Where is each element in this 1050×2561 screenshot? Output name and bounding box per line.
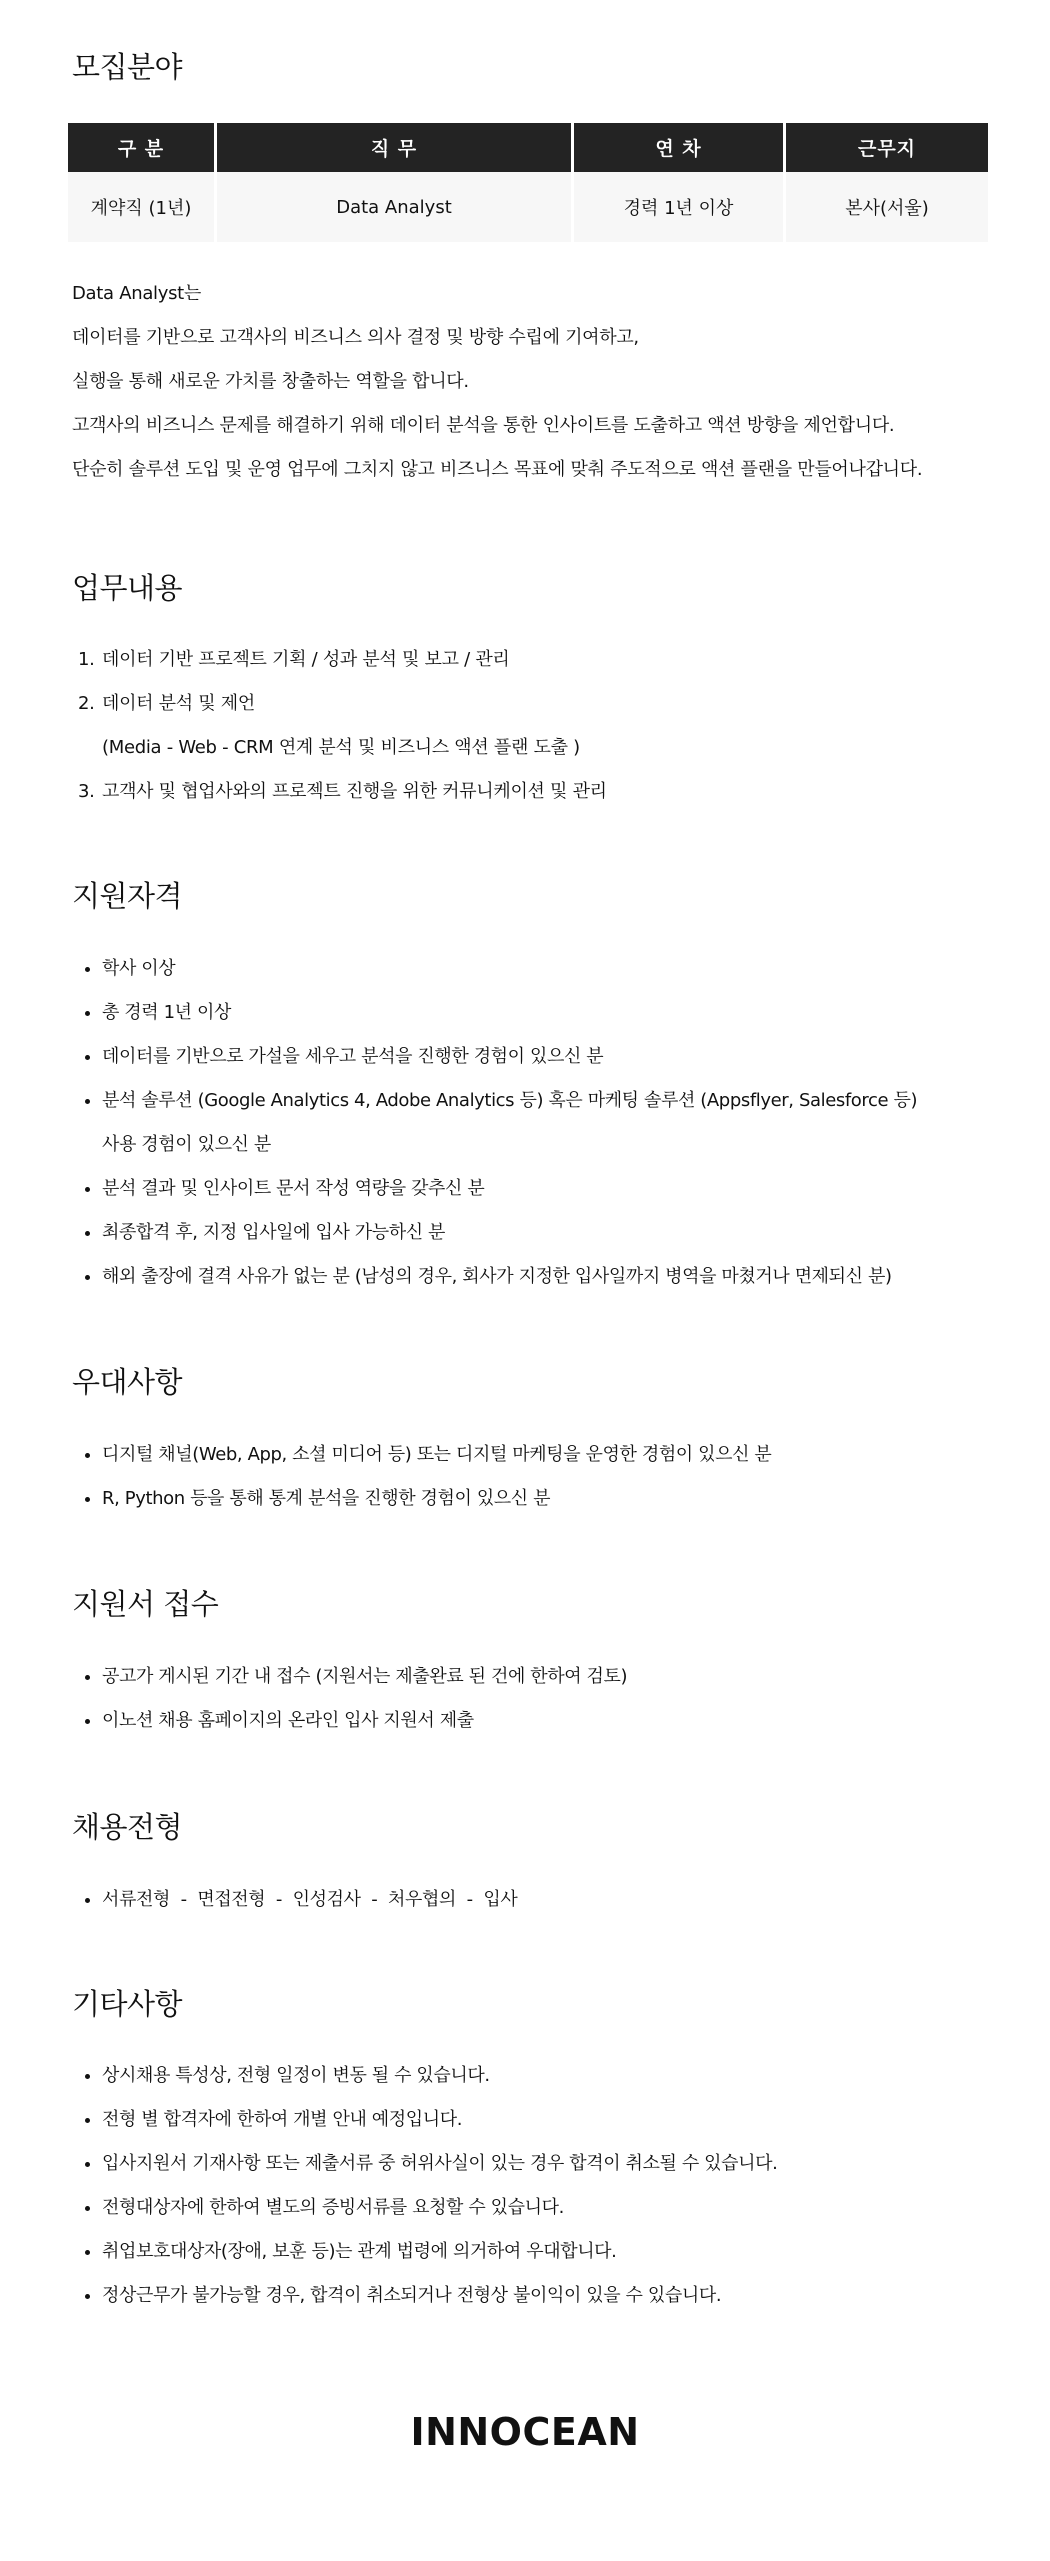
list-item bbox=[72, 991, 1032, 1035]
list-text: 고객사 및 협업사와의 프로젝트 진행을 위한 커뮤니케이션 및 관리 bbox=[102, 781, 607, 802]
list-number: 1. bbox=[78, 649, 95, 670]
bullet-icon bbox=[85, 1898, 90, 1903]
list-text: 분석 결과 및 인사이트 문서 작성 역량을 갖추신 분 bbox=[102, 1178, 485, 1199]
list-item bbox=[72, 1655, 1032, 1699]
duties-list bbox=[72, 638, 1012, 814]
list-text: 분석 솔루션 (Google Analytics 4, Adobe Analytics 등) 혹은 마케팅 솔루션 (Appsflyer, Salesforce 등) bbox=[102, 1090, 918, 1111]
list-number: 3. bbox=[78, 781, 95, 802]
list-subtext: (Media - Web - CRM 연계 분석 및 비즈니스 액션 플랜 도출 ) bbox=[102, 737, 580, 758]
list-item bbox=[72, 638, 1012, 682]
section-title-etc: 기타사항 bbox=[72, 1987, 183, 2021]
intro-line: 고객사의 비즈니스 문제를 해결하기 위해 데이터 분석을 통한 인사이트를 도출하고 액션 방향을 제언합니다. bbox=[72, 415, 895, 436]
table-header-type: 구 분 bbox=[68, 123, 214, 172]
list-item bbox=[72, 1167, 1032, 1211]
innocean-logo: INNOCEAN bbox=[410, 2410, 640, 2454]
list-text: 상시채용 특성상, 전형 일정이 변동 될 수 있습니다. bbox=[102, 2065, 490, 2086]
list-item bbox=[72, 770, 1012, 814]
list-text: 전형 별 합격자에 한하여 개별 안내 예정입니다. bbox=[102, 2109, 463, 2130]
bullet-icon bbox=[85, 1497, 90, 1502]
table-cell-job: Data Analyst bbox=[217, 172, 571, 242]
list-item bbox=[72, 1477, 1032, 1521]
list-item bbox=[72, 2230, 1032, 2274]
list-text: 데이터를 기반으로 가설을 세우고 분석을 진행한 경험이 있으신 분 bbox=[102, 1046, 604, 1067]
list-text: 총 경력 1년 이상 bbox=[102, 1002, 231, 1023]
section-title-process: 채용전형 bbox=[72, 1810, 183, 1844]
list-item bbox=[72, 2142, 1032, 2186]
bullet-icon bbox=[85, 2118, 90, 2123]
list-text: 데이터 기반 프로젝트 기획 / 성과 분석 및 보고 / 관리 bbox=[102, 649, 510, 670]
table-header-location: 근무지 bbox=[786, 123, 988, 172]
list-text: 입사지원서 기재사항 또는 제출서류 중 허위사실이 있는 경우 합격이 취소될 수 있습니다. bbox=[102, 2153, 778, 2174]
bullet-icon bbox=[85, 1675, 90, 1680]
list-item bbox=[72, 2098, 1032, 2142]
bullet-icon bbox=[85, 1719, 90, 1724]
section-title-preferences: 우대사항 bbox=[72, 1365, 183, 1399]
table-row bbox=[68, 172, 988, 242]
bullet-icon bbox=[85, 1011, 90, 1016]
section-title-application: 지원서 접수 bbox=[72, 1587, 219, 1621]
table-cell-type: 계약직 (1년) bbox=[68, 172, 214, 242]
list-text: 이노션 채용 홈페이지의 온라인 입사 지원서 제출 bbox=[102, 1710, 474, 1731]
list-text: 취업보호대상자(장애, 보훈 등)는 관계 법령에 의거하여 우대합니다. bbox=[102, 2241, 617, 2262]
list-text: 해외 출장에 결격 사유가 없는 분 (남성의 경우, 회사가 지정한 입사일까지 병역을 마쳤거나 면제되신 분) bbox=[102, 1266, 892, 1287]
list-item bbox=[72, 1035, 1032, 1079]
qualifications-list bbox=[72, 947, 1032, 1299]
list-item bbox=[72, 1699, 1032, 1743]
bullet-icon bbox=[85, 1453, 90, 1458]
etc-list bbox=[72, 2054, 1032, 2318]
bullet-icon bbox=[85, 2074, 90, 2079]
list-item bbox=[72, 1079, 1032, 1167]
list-text: 공고가 게시된 기간 내 접수 (지원서는 제출완료 된 건에 한하여 검토) bbox=[102, 1666, 628, 1687]
recruit-table bbox=[65, 123, 991, 242]
bullet-icon bbox=[85, 1099, 90, 1104]
bullet-icon bbox=[85, 1231, 90, 1236]
list-item bbox=[72, 682, 1012, 770]
list-item bbox=[72, 947, 1032, 991]
list-item bbox=[72, 1878, 1032, 1922]
list-text: 디지털 채널(Web, App, 소셜 미디어 등) 또는 디지털 마케팅을 운영한 경험이 있으신 분 bbox=[102, 1444, 772, 1465]
list-item bbox=[72, 1433, 1032, 1477]
list-text: 학사 이상 bbox=[102, 958, 176, 979]
list-item bbox=[72, 2274, 1032, 2318]
table-header-row bbox=[68, 123, 988, 172]
list-text: 정상근무가 불가능할 경우, 합격이 취소되거나 전형상 불이익이 있을 수 있습니다. bbox=[102, 2285, 722, 2306]
table-header-experience: 연 차 bbox=[574, 123, 783, 172]
list-text: 데이터 분석 및 제언 bbox=[102, 693, 255, 714]
section-title-recruit-field: 모집분야 bbox=[72, 50, 183, 84]
intro-line: Data Analyst는 bbox=[72, 283, 202, 304]
table-cell-location: 본사(서울) bbox=[786, 172, 988, 242]
section-title-duties: 업무내용 bbox=[72, 571, 183, 605]
list-continuation: 사용 경험이 있으신 분 bbox=[102, 1134, 271, 1155]
bullet-icon bbox=[85, 1275, 90, 1280]
bullet-icon bbox=[85, 967, 90, 972]
preferences-list bbox=[72, 1433, 1032, 1521]
process-list bbox=[72, 1878, 1032, 1922]
list-text: 서류전형 - 면접전형 - 인성검사 - 처우협의 - 입사 bbox=[102, 1889, 518, 1910]
intro-line: 단순히 솔루션 도입 및 운영 업무에 그치지 않고 비즈니스 목표에 맞춰 주도적으로 액션 플랜을 만들어나갑니다. bbox=[72, 459, 923, 480]
list-item bbox=[72, 2186, 1032, 2230]
list-item bbox=[72, 1211, 1032, 1255]
intro-line: 실행을 통해 새로운 가치를 창출하는 역할을 합니다. bbox=[72, 371, 469, 392]
list-text: 전형대상자에 한하여 별도의 증빙서류를 요청할 수 있습니다. bbox=[102, 2197, 564, 2218]
bullet-icon bbox=[85, 2250, 90, 2255]
intro-line: 데이터를 기반으로 고객사의 비즈니스 의사 결정 및 방향 수립에 기여하고, bbox=[72, 327, 639, 348]
bullet-icon bbox=[85, 2294, 90, 2299]
bullet-icon bbox=[85, 1187, 90, 1192]
table-header-job: 직 무 bbox=[217, 123, 571, 172]
list-text: R, Python 등을 통해 통계 분석을 진행한 경험이 있으신 분 bbox=[102, 1488, 551, 1509]
bullet-icon bbox=[85, 2162, 90, 2167]
bullet-icon bbox=[85, 2206, 90, 2211]
list-item bbox=[72, 2054, 1032, 2098]
application-list bbox=[72, 1655, 1032, 1743]
list-item bbox=[72, 1255, 1032, 1299]
table-cell-experience: 경력 1년 이상 bbox=[574, 172, 783, 242]
bullet-icon bbox=[85, 1055, 90, 1060]
list-text: 최종합격 후, 지정 입사일에 입사 가능하신 분 bbox=[102, 1222, 446, 1243]
section-title-qualifications: 지원자격 bbox=[72, 879, 183, 913]
list-number: 2. bbox=[78, 693, 95, 714]
intro-paragraph bbox=[72, 272, 1012, 492]
